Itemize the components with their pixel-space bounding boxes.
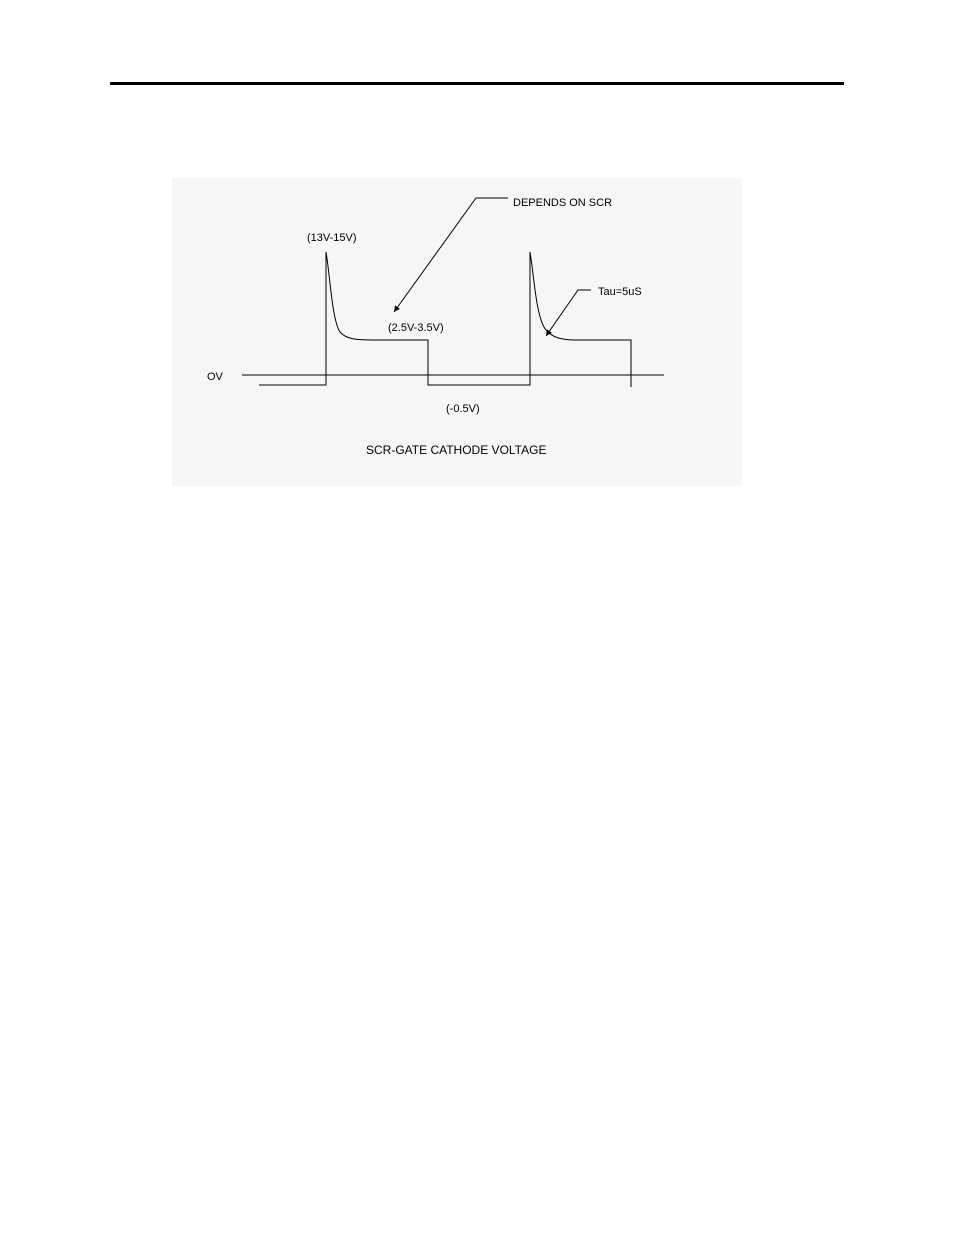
depends-on-scr-label: DEPENDS ON SCR (513, 197, 613, 209)
plateau-voltage-label: (2.5V-3.5V) (388, 322, 444, 334)
depends-on-scr-leader (394, 198, 508, 312)
negative-voltage-label: (-0.5V) (446, 403, 480, 415)
zero-volt-label: OV (207, 371, 223, 383)
peak-voltage-label: (13V-15V) (307, 232, 357, 244)
tau-leader (546, 290, 591, 336)
diagram-caption: SCR-GATE CATHODE VOLTAGE (366, 443, 547, 457)
waveform-trace (259, 252, 631, 387)
tau-label: Tau=5uS (598, 286, 642, 298)
